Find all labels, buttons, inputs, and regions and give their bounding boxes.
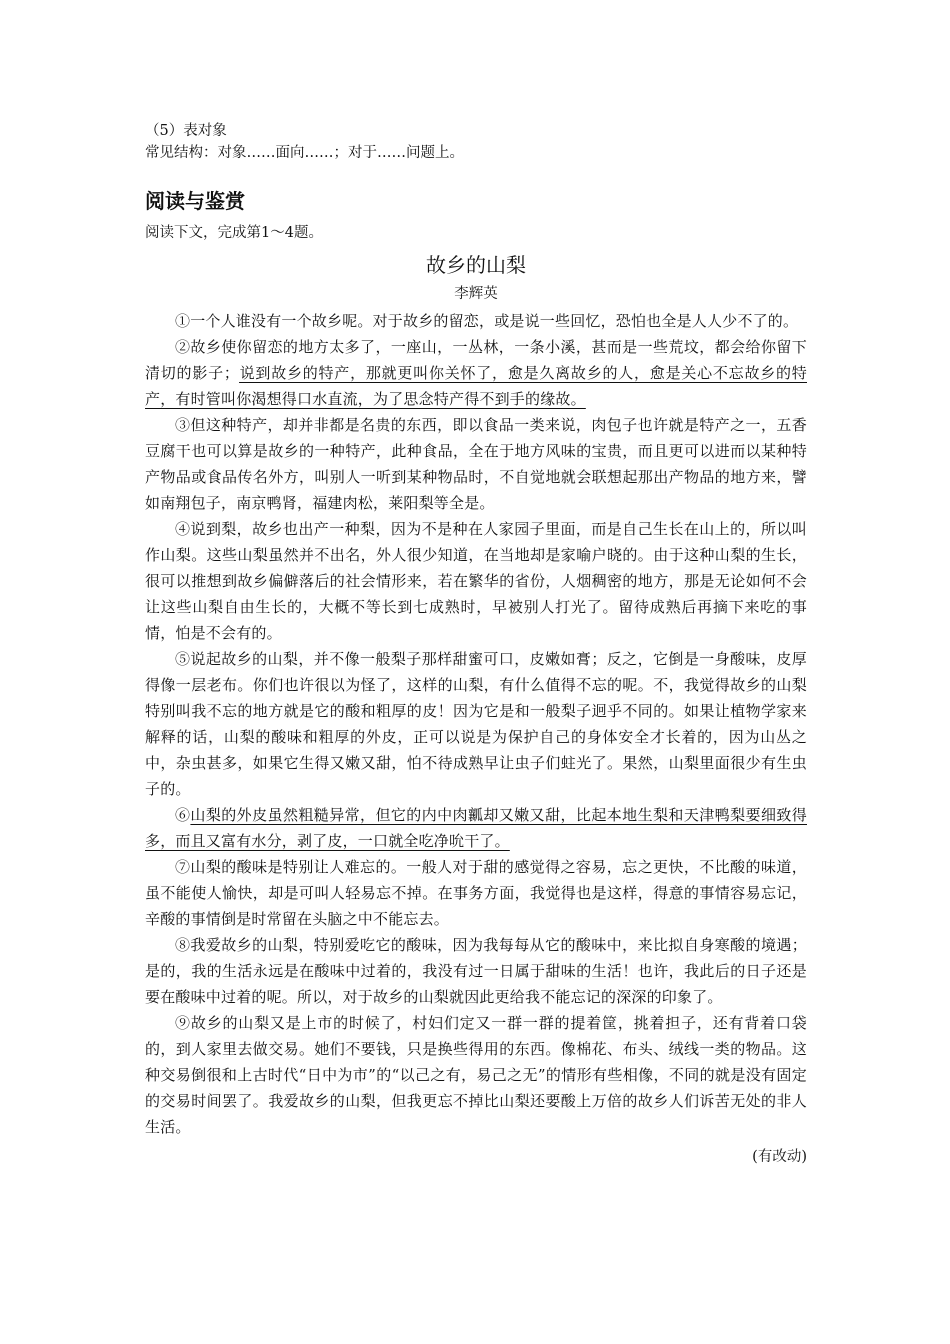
- adaptation-note: (有改动): [752, 1149, 807, 1165]
- paragraph-9: ⑨故乡的山梨又是上市的时候了，村妇们定又一群一群的提着筐，挑着担子，还有背着口袋的，到人家里去做交易。她们不要钱，只是换些得用的东西。像棉花、布头、绒线一类的物品。这种交易倒很和上古时代“日中为市”的“以己之有，易己之无”的情形有些相像，不同的就是没有固定的交易时间罢了。我爱故乡的山梨，但我更忘不掉比山梨还要酸上万倍的故乡人们诉苦无处的非人生活。: [145, 1014, 807, 1136]
- paragraph-1: ①一个人谁没有一个故乡呢。对于故乡的留恋，或是说一些回忆，恐怕也全是人人少不了的。: [175, 312, 799, 330]
- paragraph-4: ④说到梨，故乡也出产一种梨，因为不是种在人家园子里面，而是自己生长在山上的，所以叫作山梨。这些山梨虽然并不出名，外人很少知道，在当地却是家喻户晓的。由于这种山梨的生长，很可以推想到故乡偏僻落后的社会情形来，若在繁华的省份，人烟稠密的地方，那是无论如何不会让这些山梨自由生长的，大概不等长到七成熟时，早被别人打光了。留待成熟后再摘下来吃的事情，怕是不会有的。: [145, 520, 807, 642]
- paragraph-2-underlined: 说到故乡的特产，那就更叫你关怀了，愈是久离故乡的人，愈是关心不忘故乡的特产，有时管叫你渴想得口水直流，为了思念特产得不到手的缘故。: [145, 364, 807, 408]
- paragraph-8: ⑧我爱故乡的山梨，特别爱吃它的酸味，因为我每每从它的酸味中，来比拟自身寒酸的境遇；是的，我的生活永远是在酸味中过着的，我没有过一日属于甜味的生活！也许，我此后的日子还是要在酸味中过着的呢。所以，对于故乡的山梨就因此更给我不能忘记的深深的印象了。: [145, 936, 807, 1006]
- article-author: 李辉英: [454, 286, 498, 302]
- paragraph-2: [145, 334, 807, 412]
- intro-structure: 常见结构：对象……面向……；对于……问题上。: [145, 145, 464, 161]
- paragraph-3: ③但这种特产，却并非都是名贵的东西，即以食品一类来说，肉包子也许就是特产之一，五香豆腐干也可以算是故乡的一种特产，此种食品，全在于地方风味的宝贵，而且更可以进而以某种特产物品或食品传名外方，叫别人一听到某种物品时，不自觉地就会联想起那出产物品的地方来，譬如南翔包子，南京鸭肾，福建肉松，莱阳梨等全是。: [145, 416, 807, 512]
- reading-instruction: 阅读下文，完成第1～4题。: [145, 225, 323, 241]
- article-title: 故乡的山梨: [426, 253, 526, 277]
- paragraph-2-plain: ②故乡使你留恋的地方太多了，一座山，一丛林，一条小溪，甚而是一些荒坟，都会给你留下清切的影子；: [145, 338, 807, 382]
- paragraph-6-underlined: 山梨的外皮虽然粗糙异常，但它的内中肉瓤却又嫩又甜，比起本地生梨和天津鸭梨要细致得多，而且又富有水分，剥了皮，一口就全吃净吮干了。: [145, 806, 807, 850]
- section-heading: 阅读与鉴赏: [145, 189, 245, 213]
- paragraph-6: [145, 802, 807, 854]
- paragraph-6-mark: ⑥: [175, 806, 191, 824]
- document-page: [145, 120, 807, 1170]
- paragraph-7: ⑦山梨的酸味是特别让人难忘的。一般人对于甜的感觉得之容易，忘之更快，不比酸的味道，虽不能使人愉快，却是可叫人轻易忘不掉。在事务方面，我觉得也是这样，得意的事情容易忘记，辛酸的事情倒是时常留在头脑之中不能忘去。: [145, 858, 807, 928]
- intro-item-5: （5）表对象: [145, 123, 227, 139]
- paragraph-5: ⑤说起故乡的山梨，并不像一般梨子那样甜蜜可口，皮嫩如膏；反之，它倒是一身酸味，皮厚得像一层老布。你们也许很以为怪了，这样的山梨，有什么值得不忘的呢。不，我觉得故乡的山梨特别叫我不忘的地方就是它的酸和粗厚的皮！因为它是和一般梨子迥乎不同的。如果让植物学家来解释的话，山梨的酸味和粗厚的外皮，正可以说是为保护自己的身体安全才长着的，因为山丛之中，杂虫甚多，如果它生得又嫩又甜，怕不待成熟早让虫子们蛀光了。果然，山梨里面很少有生虫子的。: [145, 650, 807, 798]
